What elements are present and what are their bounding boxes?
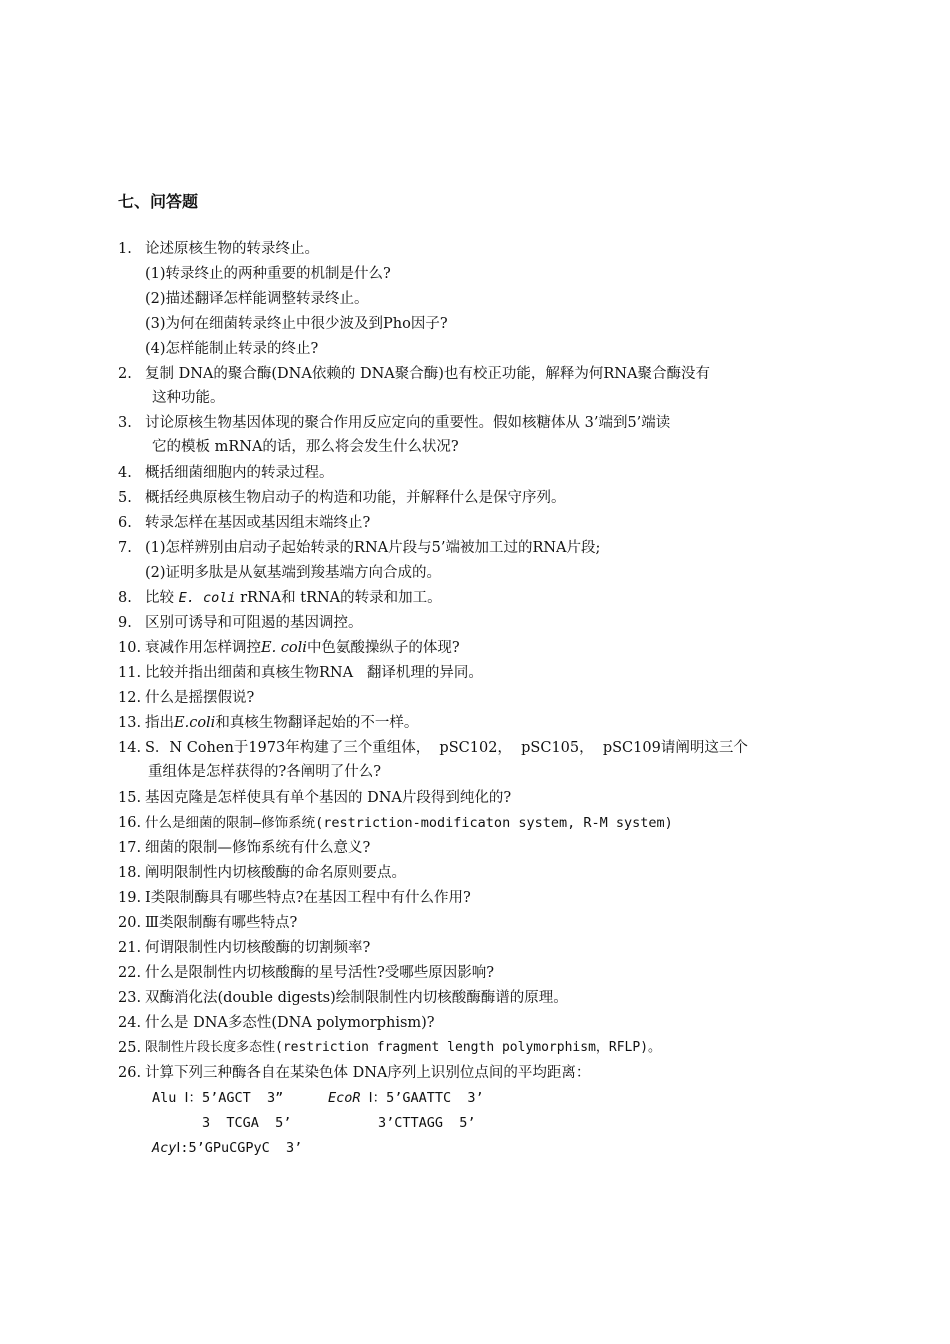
question-text: Ⅲ类限制酶有哪些特点? xyxy=(145,915,298,931)
enzyme-name: Acy xyxy=(152,1140,177,1156)
question-text: 转录怎样在基因或基因组末端终止? xyxy=(145,515,371,531)
sequence-text: Ⅰ:5’GPuCGPyC 3’ xyxy=(176,1140,303,1156)
question-number: 9. xyxy=(118,615,132,631)
question-text: 什么是细菌的限制—修饰系统(restriction-modificaton system, R-M system) xyxy=(145,815,673,831)
question-number: 21. xyxy=(118,940,142,956)
question-number: 15. xyxy=(118,790,142,806)
question-number: 26. xyxy=(118,1065,142,1081)
alu-sequence-top: Alu Ⅰ：5’AGCT 3” xyxy=(152,1090,284,1106)
question-text: 讨论原核生物基因体现的聚合作用反应定向的重要性。假如核糖体从 3’端到5’端读 xyxy=(145,415,671,431)
question-number: 20. xyxy=(118,915,142,931)
question-number: 3. xyxy=(118,415,132,431)
question-number: 10. xyxy=(118,640,142,656)
sub-question-text: (3)为何在细菌转录终止中很少波及到Pho因子? xyxy=(145,316,448,332)
question-number: 23. xyxy=(118,990,142,1006)
question-text xyxy=(145,587,442,609)
sub-question-text: (4)怎样能制止转录的终止? xyxy=(145,341,319,357)
question-text: 什么是摇摆假说? xyxy=(145,690,255,706)
question-text: 细菌的限制—修饰系统有什么意义? xyxy=(145,840,371,856)
question-text: 阐明限制性内切核酸酶的命名原则要点。 xyxy=(145,865,406,881)
question-text: (1)怎样辨别由启动子起始转录的RNA片段与5’端被加工过的RNA片段; xyxy=(145,540,601,556)
text-segment: 衰减作用怎样调控 xyxy=(145,640,261,656)
enzyme-name: EcoR xyxy=(328,1090,361,1106)
section-title: 七、问答题 xyxy=(118,192,199,211)
organism-name: E. coli xyxy=(178,590,236,606)
question-text: S．N Cohen于1973年构建了三个重组体， pSC102， pSC105， pSC109请阐明这三个 xyxy=(145,740,748,756)
question-number: 5. xyxy=(118,490,132,506)
question-text: 何谓限制性内切核酸酶的切割频率? xyxy=(145,940,371,956)
alu-sequence-bottom: 3 TCGA 5’ xyxy=(202,1115,292,1131)
text-segment: 指出 xyxy=(145,715,174,731)
text-segment: 和真核生物翻译起始的不一样。 xyxy=(215,715,419,731)
question-text: 什么是限制性内切核酸酶的星号活性?受哪些原因影响? xyxy=(145,965,495,981)
question-number: 7. xyxy=(118,540,132,556)
question-number: 19. xyxy=(118,890,142,906)
question-text: 区别可诱导和可阻遏的基因调控。 xyxy=(145,615,363,631)
question-number: 18. xyxy=(118,865,142,881)
question-text-continuation: 它的模板 mRNA的话，那么将会发生什么状况? xyxy=(152,439,459,455)
sub-question-text: (2)证明多肽是从氨基端到羧基端方向合成的。 xyxy=(145,565,442,581)
organism-name: E.coli xyxy=(174,715,216,731)
question-number: 22. xyxy=(118,965,142,981)
question-number: 11. xyxy=(118,665,142,681)
question-number: 2. xyxy=(118,366,132,382)
question-number: 14. xyxy=(118,740,142,756)
question-text xyxy=(145,637,460,659)
sub-question-text: (2)描述翻译怎样能调整转录终止。 xyxy=(145,291,369,307)
question-number: 17. xyxy=(118,840,142,856)
text-segment: 比较 xyxy=(145,590,179,606)
ecor-sequence-bottom: 3’CTTAGG 5’ xyxy=(378,1115,476,1131)
ecor-sequence-top xyxy=(328,1087,484,1109)
question-text-continuation: 这种功能。 xyxy=(152,390,225,406)
text-segment: 中色氨酸操纵子的体现? xyxy=(306,640,460,656)
question-number: 4. xyxy=(118,465,132,481)
sub-question-text: (1)转录终止的两种重要的机制是什么? xyxy=(145,266,391,282)
question-number: 12. xyxy=(118,690,142,706)
question-text: 双酶消化法(double digests)绘制限制性内切核酸酶酶谱的原理。 xyxy=(145,990,568,1006)
acy-sequence xyxy=(152,1137,302,1159)
question-number: 25. xyxy=(118,1040,142,1056)
question-text: 概括经典原核生物启动子的构造和功能，并解释什么是保守序列。 xyxy=(145,490,566,506)
question-text: 论述原核生物的转录终止。 xyxy=(145,241,319,257)
question-number: 6. xyxy=(118,515,132,531)
question-number: 1. xyxy=(118,241,132,257)
question-text: 基因克隆是怎样使具有单个基因的 DNA片段得到纯化的? xyxy=(145,790,512,806)
question-number: 24. xyxy=(118,1015,142,1031)
question-text: 复制 DNA的聚合酶(DNA依赖的 DNA聚合酶)也有校正功能，解释为何RNA聚合酶没有 xyxy=(145,366,710,382)
sequence-text: Ⅰ：5’GAATTC 3’ xyxy=(360,1090,484,1106)
question-text: 概括细菌细胞内的转录过程。 xyxy=(145,465,334,481)
question-text: 计算下列三种酶各自在某染色体 DNA序列上识别位点间的平均距离： xyxy=(145,1065,591,1081)
question-number: 13. xyxy=(118,715,142,731)
text-segment: rRNA和 tRNA的转录和加工。 xyxy=(235,590,442,606)
organism-name: E. coli xyxy=(261,640,307,656)
question-text xyxy=(145,712,418,734)
question-text: Ⅰ类限制酶具有哪些特点?在基因工程中有什么作用? xyxy=(145,890,471,906)
question-text: 限制性片段长度多态性(restriction fragment length polymorphism，RFLP)。 xyxy=(145,1040,662,1055)
question-text-continuation: 重组体是怎样获得的?各阐明了什么? xyxy=(148,764,382,780)
question-text: 什么是 DNA多态性(DNA polymorphism)? xyxy=(145,1015,435,1031)
question-text: 比较并指出细菌和真核生物RNA 翻译机理的异同。 xyxy=(145,665,483,681)
question-number: 8. xyxy=(118,590,132,606)
question-number: 16. xyxy=(118,815,142,831)
